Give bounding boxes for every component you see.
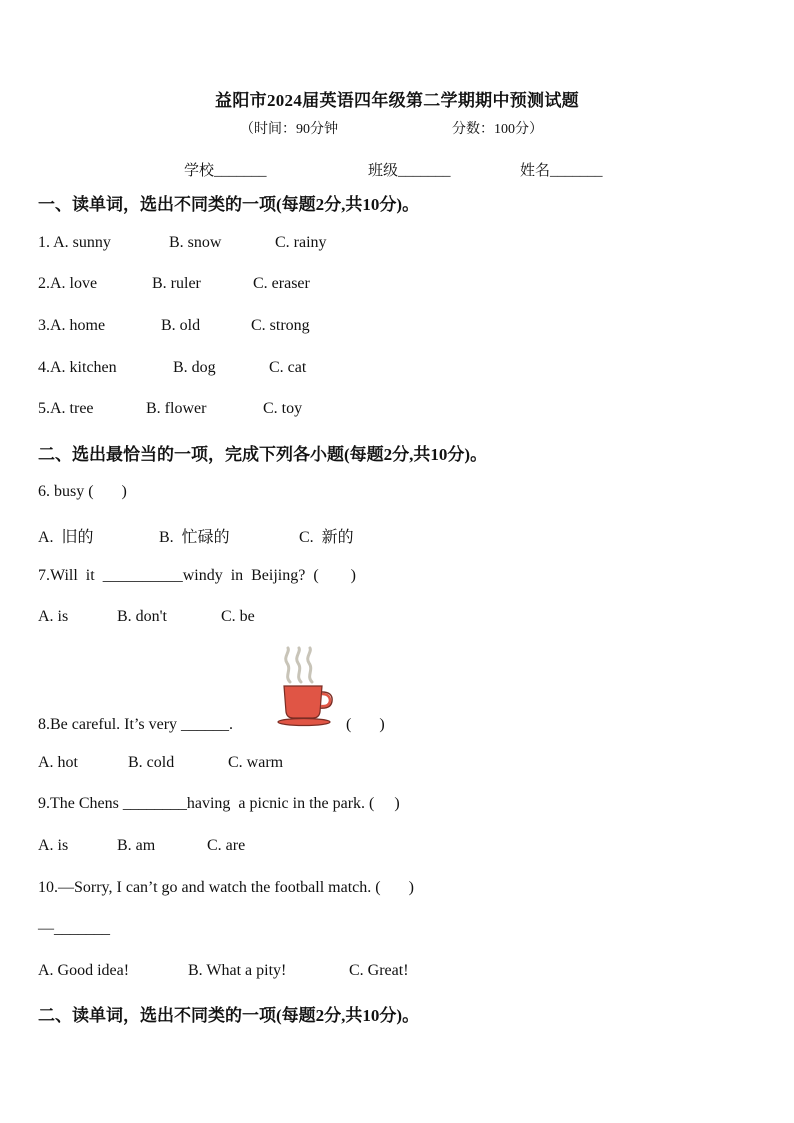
option-b: B. ruler xyxy=(152,275,201,292)
option-c: C. toy xyxy=(263,400,303,417)
exam-score: 分数：100分） xyxy=(452,122,543,137)
option-a: A. Good idea! xyxy=(38,962,130,979)
option-a: 3.A. home xyxy=(38,317,106,334)
question-10-options xyxy=(38,962,409,980)
option-b: B. 忙碌的 xyxy=(159,529,230,546)
option-c: C. cat xyxy=(269,359,307,376)
question-8-options xyxy=(38,754,283,772)
option-c: C. warm xyxy=(228,754,284,771)
section-3-heading: 二、读单词，选出不同类的一项(每题2分,共10分)。 xyxy=(38,1006,420,1025)
option-b: B. dog xyxy=(173,359,216,376)
hot-tea-cup-icon xyxy=(276,646,338,728)
question-3 xyxy=(38,317,310,335)
option-b: B. cold xyxy=(128,754,175,771)
option-b: B. don't xyxy=(117,608,167,625)
option-c: C. strong xyxy=(251,317,310,334)
question-2 xyxy=(38,275,310,293)
question-4 xyxy=(38,359,306,377)
option-a: A. is xyxy=(38,837,69,854)
option-a: 5.A. tree xyxy=(38,400,94,417)
option-b: B. old xyxy=(161,317,201,334)
option-a: A. 旧的 xyxy=(38,529,94,546)
question-9-stem: 9.The Chens ________having a picnic in the park. ( ) xyxy=(38,795,400,812)
option-b: B. What a pity! xyxy=(188,962,287,979)
question-10-stem: 10.—Sorry, I can’t go and watch the football match. ( ) xyxy=(38,879,414,896)
option-a: A. is xyxy=(38,608,69,625)
question-7-options xyxy=(38,608,255,626)
question-6-stem: 6. busy ( ) xyxy=(38,483,127,500)
option-b: B. snow xyxy=(169,234,222,251)
section-1-heading: 一、读单词，选出不同类的一项(每题2分,共10分)。 xyxy=(38,195,420,214)
option-a: A. hot xyxy=(38,754,78,771)
option-c: C. Great! xyxy=(349,962,409,979)
question-6-options xyxy=(38,524,354,547)
option-c: C. 新的 xyxy=(299,529,354,546)
question-9-options xyxy=(38,837,245,855)
question-5 xyxy=(38,400,302,418)
option-b: B. am xyxy=(117,837,156,854)
class-field: 班级_______ xyxy=(368,163,451,179)
section-2-heading: 二、选出最恰当的一项，完成下列各小题(每题2分,共10分)。 xyxy=(38,445,488,464)
page-title: 益阳市2024届英语四年级第二学期期中预测试题 xyxy=(215,91,579,110)
option-b: B. flower xyxy=(146,400,207,417)
question-1 xyxy=(38,234,327,252)
name-field: 姓名_______ xyxy=(520,163,603,179)
option-c: C. eraser xyxy=(253,275,310,292)
option-c: C. rainy xyxy=(275,234,327,251)
option-a: 2.A. love xyxy=(38,275,98,292)
question-7-stem: 7.Will it __________windy in Beijing? ( ) xyxy=(38,567,356,584)
exam-time: （时间：90分钟 xyxy=(240,122,338,137)
school-field: 学校_______ xyxy=(184,163,267,179)
question-10-reply-blank: —_______ xyxy=(38,920,110,937)
option-c: C. be xyxy=(221,608,255,625)
option-c: C. are xyxy=(207,837,246,854)
question-8-answer-paren: ( ) xyxy=(346,716,385,733)
question-8-stem: 8.Be careful. It’s very ______. xyxy=(38,716,234,733)
option-a: 1. A. sunny xyxy=(38,234,111,251)
option-a: 4.A. kitchen xyxy=(38,359,117,376)
